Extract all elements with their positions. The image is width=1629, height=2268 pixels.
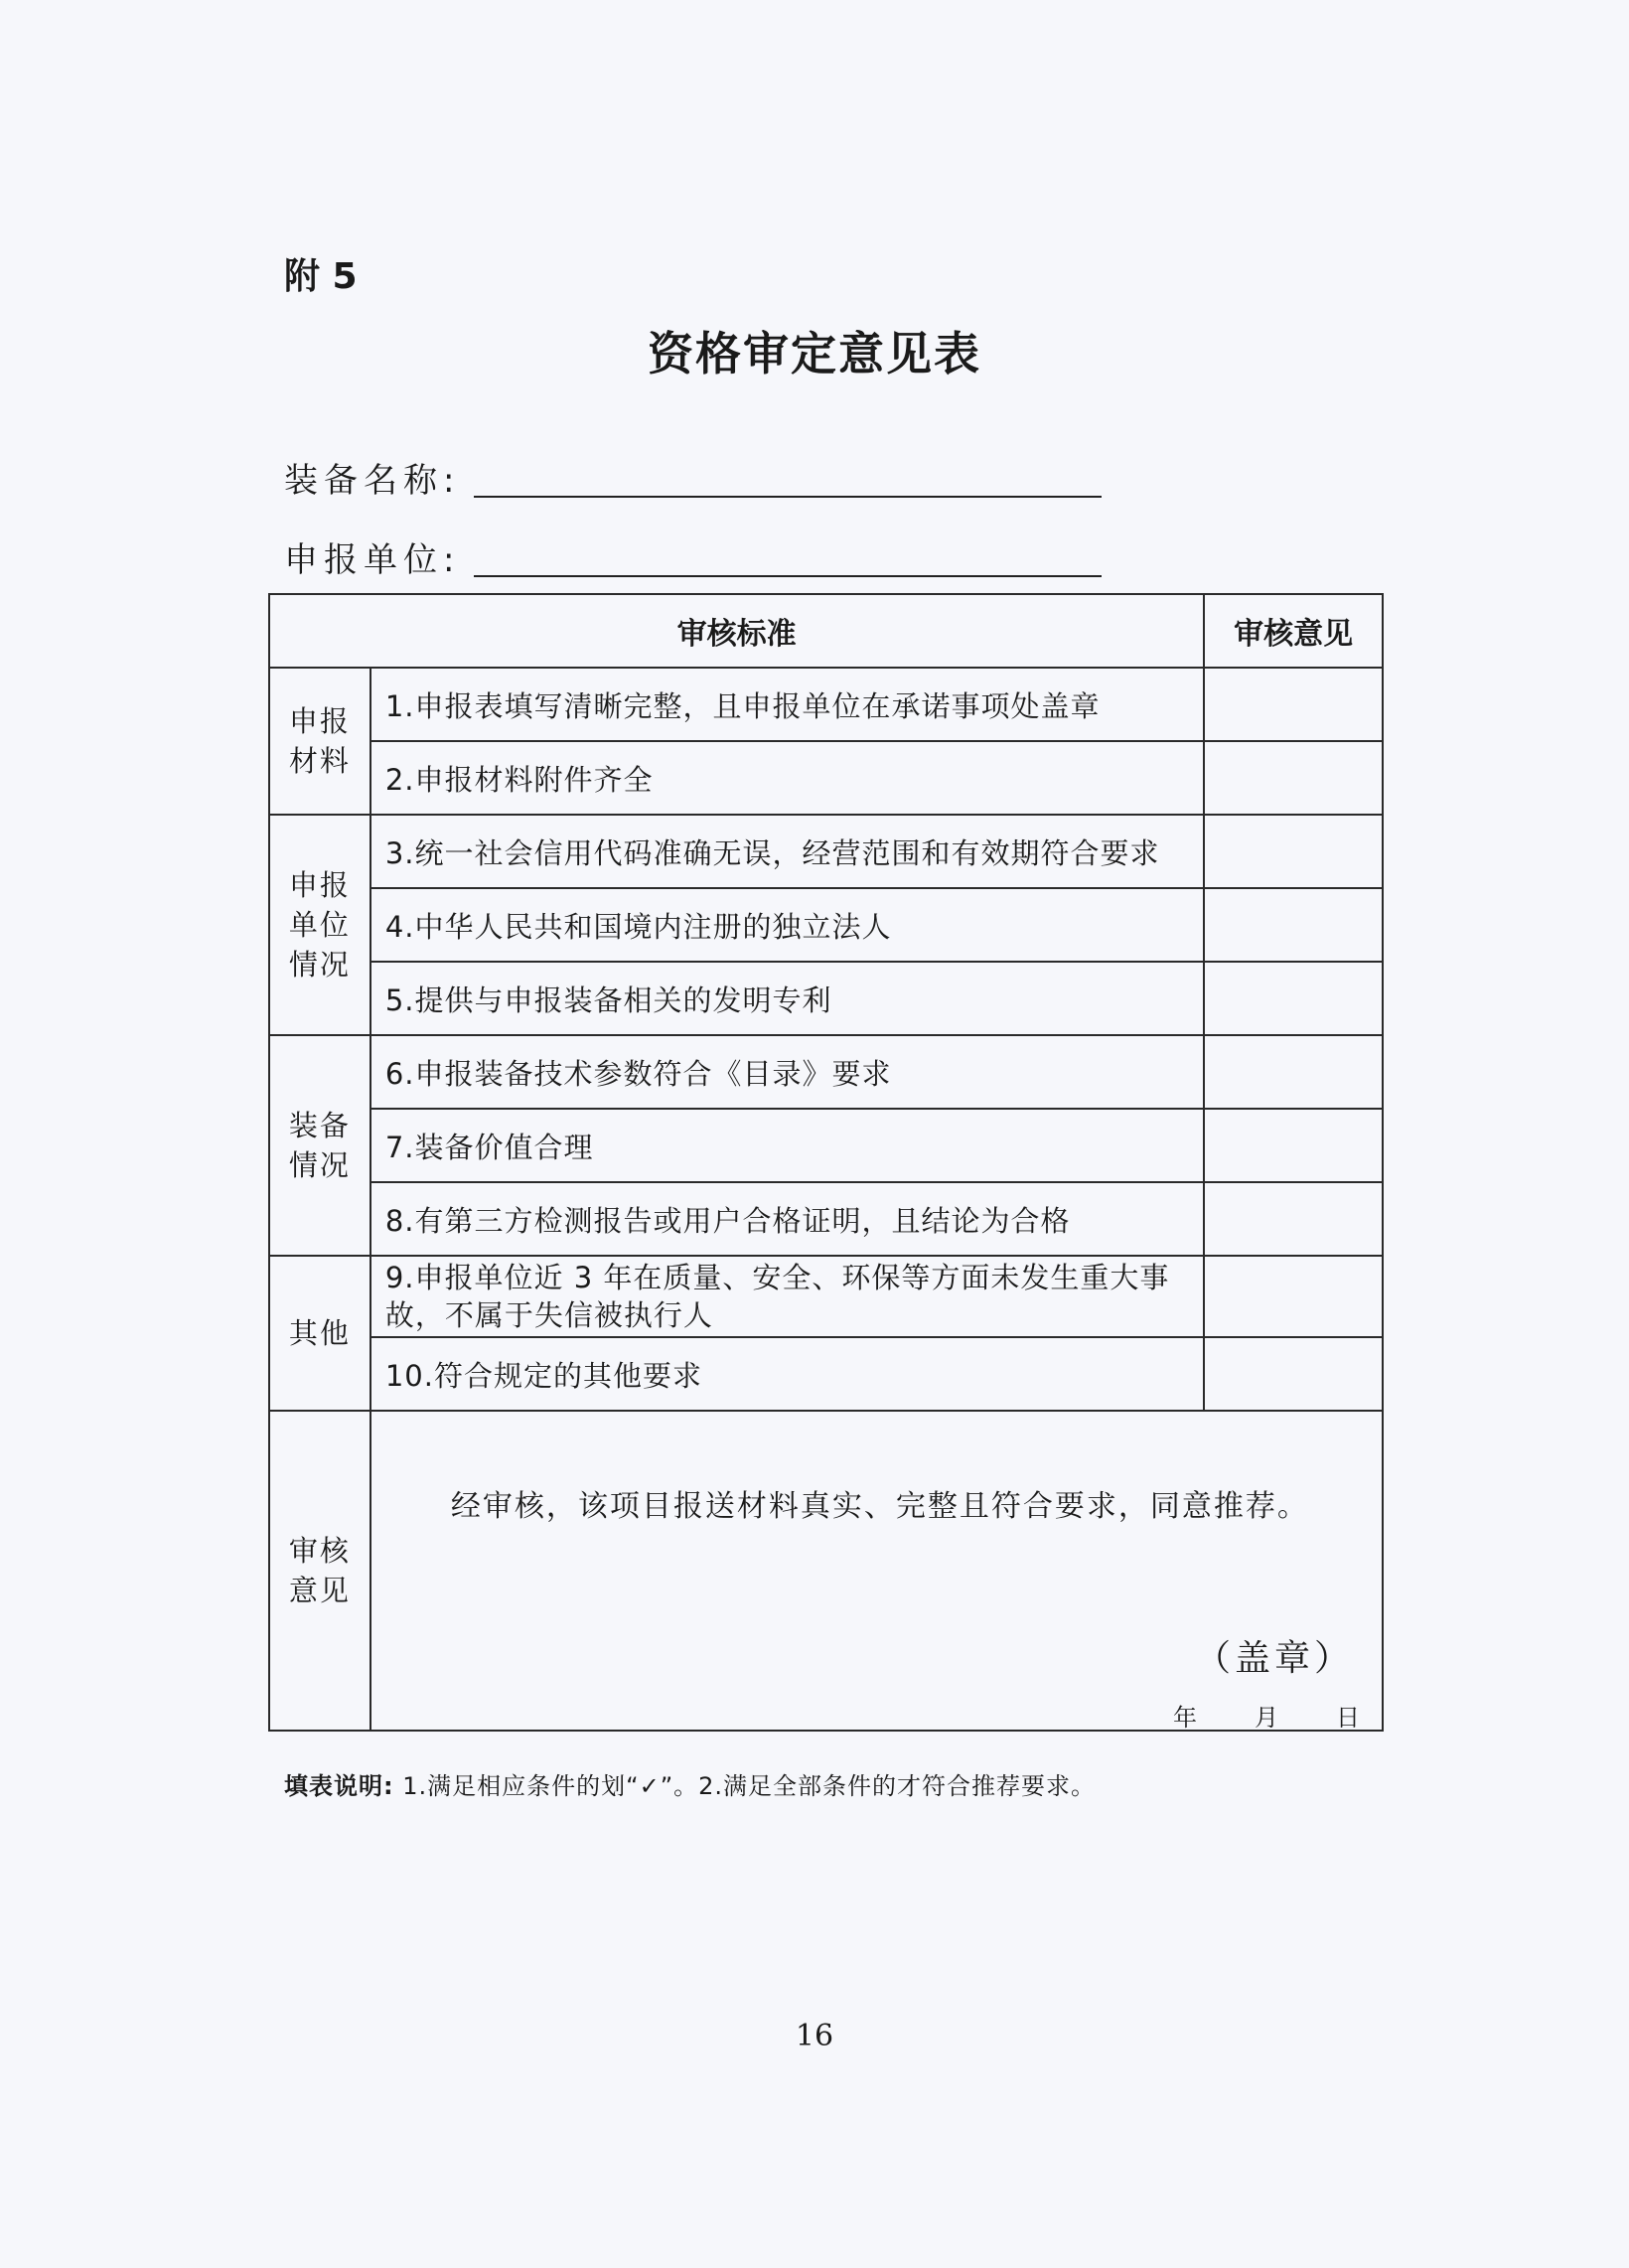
opinion-check-cell[interactable] xyxy=(1204,1182,1383,1256)
opinion-text: 经审核，该项目报送材料真实、完整且符合要求，同意推荐。 xyxy=(450,1489,1309,1524)
date-year: 年 xyxy=(1173,1704,1197,1732)
equipment-name-blank-line[interactable] xyxy=(474,466,1102,498)
opinion-check-cell[interactable] xyxy=(1204,815,1383,888)
opinion-check-cell[interactable] xyxy=(1204,668,1383,741)
table-row xyxy=(269,888,1383,962)
date-month: 月 xyxy=(1255,1704,1278,1732)
criterion-cell: 6.申报装备技术参数符合《目录》要求 xyxy=(370,1035,1204,1109)
table-row xyxy=(269,668,1383,741)
criterion-cell: 10.符合规定的其他要求 xyxy=(370,1337,1204,1411)
category-cell: 其他 xyxy=(269,1256,370,1411)
criterion-cell: 2.申报材料附件齐全 xyxy=(370,741,1204,815)
review-table xyxy=(268,593,1384,1732)
applicant-unit-blank-line[interactable] xyxy=(474,545,1102,577)
category-cell: 申报 材料 xyxy=(269,668,370,815)
equipment-name-label: 装备名称: xyxy=(284,461,461,501)
table-row xyxy=(269,815,1383,888)
criterion-cell: 4.中华人民共和国境内注册的独立法人 xyxy=(370,888,1204,962)
document-title: 资格审定意见表 xyxy=(648,327,981,380)
table-row xyxy=(269,1109,1383,1182)
applicant-unit-label: 申报单位: xyxy=(284,540,461,580)
opinion-check-cell[interactable] xyxy=(1204,1337,1383,1411)
criterion-cell: 1.申报表填写清晰完整，且申报单位在承诺事项处盖章 xyxy=(370,668,1204,741)
applicant-unit-field xyxy=(284,532,1102,581)
table-row xyxy=(269,1256,1383,1337)
table-row xyxy=(269,1182,1383,1256)
table-row xyxy=(269,962,1383,1035)
filling-instructions-text: 1.满足相应条件的划“✓”。2.满足全部条件的才符合推荐要求。 xyxy=(402,1772,1097,1800)
opinion-label-cell: 审核 意见 xyxy=(269,1411,370,1731)
criterion-cell: 5.提供与申报装备相关的发明专利 xyxy=(370,962,1204,1035)
filling-instructions-label: 填表说明: xyxy=(284,1772,394,1800)
opinion-check-cell[interactable] xyxy=(1204,888,1383,962)
table-row xyxy=(269,1337,1383,1411)
opinion-check-cell[interactable] xyxy=(1204,741,1383,815)
criterion-cell: 7.装备价值合理 xyxy=(370,1109,1204,1182)
table-header-row xyxy=(269,594,1383,668)
table-row xyxy=(269,741,1383,815)
page-number: 16 xyxy=(795,2019,834,2053)
attachment-label: 附 5 xyxy=(284,256,358,297)
date-day: 日 xyxy=(1336,1704,1360,1732)
date-line xyxy=(1173,1698,1360,1733)
filling-instructions xyxy=(284,1766,1096,1801)
seal-text: （盖章） xyxy=(1194,1638,1354,1679)
category-cell: 装备 情况 xyxy=(269,1035,370,1256)
opinion-row xyxy=(269,1411,1383,1731)
criterion-cell: 9.申报单位近 3 年在质量、安全、环保等方面未发生重大事 故，不属于失信被执行人 xyxy=(370,1256,1204,1337)
equipment-name-field xyxy=(284,453,1102,502)
criterion-cell: 3.统一社会信用代码准确无误，经营范围和有效期符合要求 xyxy=(370,815,1204,888)
opinion-check-cell[interactable] xyxy=(1204,962,1383,1035)
opinion-check-cell[interactable] xyxy=(1204,1256,1383,1337)
criterion-cell: 8.有第三方检测报告或用户合格证明，且结论为合格 xyxy=(370,1182,1204,1256)
table-row xyxy=(269,1035,1383,1109)
opinion-check-cell[interactable] xyxy=(1204,1109,1383,1182)
header-criteria: 审核标准 xyxy=(269,594,1204,668)
header-opinion: 审核意见 xyxy=(1204,594,1383,668)
opinion-check-cell[interactable] xyxy=(1204,1035,1383,1109)
opinion-body-cell[interactable] xyxy=(370,1411,1383,1731)
category-cell: 申报 单位 情况 xyxy=(269,815,370,1035)
